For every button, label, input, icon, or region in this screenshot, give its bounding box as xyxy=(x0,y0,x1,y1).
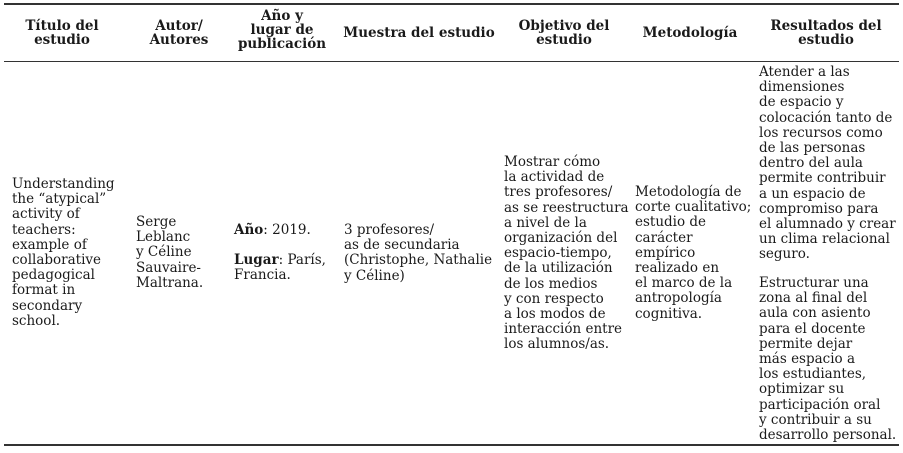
cell-objetivo: Mostrar cómo la actividad de tres profesores/ as se reestructura a nivel de la organización del espacio-tiempo, de la utilización de los medios y con respecto a los modos de interacción entre los alumnos/as. xyxy=(504,154,629,353)
cell-metodologia: Metodología de corte cualitativo; estudio de carácter empírico realizado en el marco de la antropología cognitiva. xyxy=(635,184,752,322)
header-metodologia: Metodología xyxy=(642,25,738,41)
cell-autores: Serge Leblanc y Céline Sauvaire- Maltrana. xyxy=(136,214,204,291)
anio-label: Año xyxy=(234,222,264,238)
cell-resultados-1: Atender a las dimensiones de espacio y colocación tanto de los recursos como de las personas dentro del aula permite contribuir a un espacio de compromiso para el alumnado y crear un clima relacional seguro. xyxy=(759,64,896,263)
table-bottom-rule xyxy=(4,444,899,446)
lugar-label: Lugar xyxy=(234,252,279,268)
table-top-rule xyxy=(4,3,899,5)
header-resultados: Resultados del estudio xyxy=(770,18,882,48)
cell-muestra: 3 profesores/ as de secundaria (Christophe, Nathalie y Céline) xyxy=(344,222,493,284)
cell-titulo: Understanding the “atypical” activity of teachers: example of collaborative pedagogical format in secondary school. xyxy=(12,176,115,329)
cell-lugar xyxy=(234,253,334,283)
anio-value: : 2019. xyxy=(263,222,311,238)
lugar-value: : París, Francia. xyxy=(234,252,326,284)
header-anio-lugar: Año y lugar de publicación xyxy=(237,8,327,52)
table-header-rule xyxy=(4,61,899,62)
cell-anio xyxy=(234,223,311,238)
header-objetivo: Objetivo del estudio xyxy=(518,18,610,48)
header-muestra: Muestra del estudio xyxy=(343,25,495,41)
header-titulo: Título del estudio xyxy=(25,18,99,48)
header-autores: Autor/ Autores xyxy=(149,18,209,48)
cell-resultados-2: Estructurar una zona al final del aula con asiento para el docente permite dejar más espacio a los estudiantes, optimizar su participación oral y contribuir a su desarrollo personal. xyxy=(759,275,897,444)
